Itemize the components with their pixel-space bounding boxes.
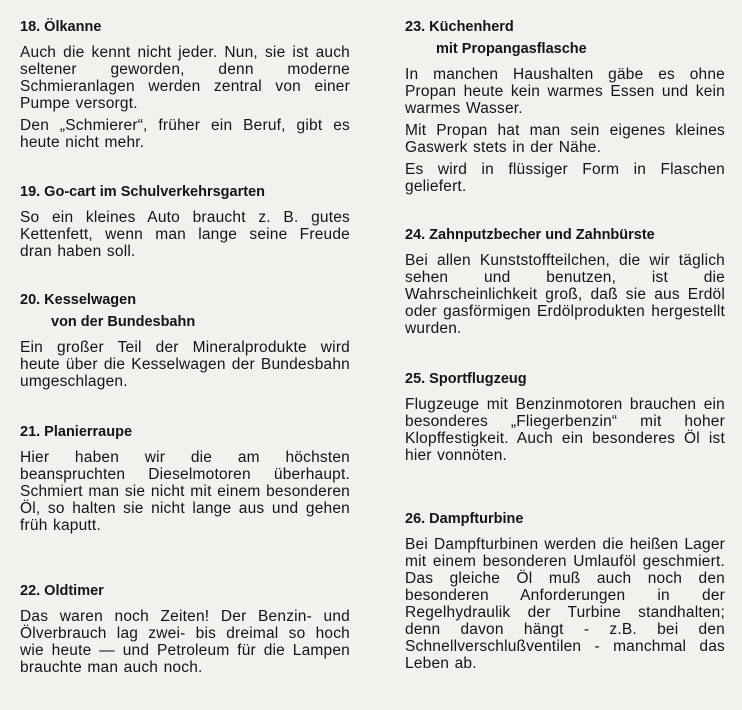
section-heading: 22. Oldtimer: [20, 583, 104, 599]
section-paragraph: Flugzeuge mit Benzinmotoren brauchen ein besonderes „Fliegerbenzin“ mit hoher Klopffestigkeit. Auch ein besonderes Öl ist hier vonnöten.: [405, 396, 725, 464]
section-heading: 24. Zahnputzbecher und Zahnbürste: [405, 227, 655, 243]
heading-line-1: 23. Küchenherd: [405, 19, 514, 35]
section-paragraph: Auch die kennt nicht jeder. Nun, sie ist auch seltener geworden, denn moderne Schmieranlagen werden zentral von einer Pumpe versorgt.: [20, 44, 350, 112]
section-20: [20, 289, 350, 395]
section-25: [405, 368, 725, 469]
section-paragraph: Bei allen Kunststoffteilchen, die wir täglich sehen und benutzen, ist die Wahrscheinlichkeit groß, daß sie aus Erdöl oder gasförmigen Erdölprodukten hergestellt wurden.: [405, 252, 725, 337]
section-paragraph: So ein kleines Auto braucht z. B. gutes Kettenfett, wenn man lange seine Freude dran haben soll.: [20, 209, 350, 260]
section-heading: [405, 16, 725, 60]
section-paragraph: In manchen Haushalten gäbe es ohne Propan heute kein warmes Essen und kein warmes Wasser.: [405, 66, 725, 117]
heading-line-2: mit Propangasflasche: [436, 41, 587, 57]
section-18: [20, 16, 350, 156]
section-heading: 26. Dampfturbine: [405, 511, 524, 527]
section-paragraph: Den „Schmierer“, früher ein Beruf, gibt es heute nicht mehr.: [20, 117, 350, 151]
section-19: [20, 181, 350, 265]
section-23: [405, 16, 725, 200]
heading-line-1: 20. Kesselwagen: [20, 292, 137, 308]
section-heading: 19. Go-cart im Schulverkehrsgarten: [20, 184, 265, 200]
section-26: [405, 508, 725, 677]
section-heading: [20, 289, 350, 333]
section-24: [405, 224, 725, 342]
section-paragraph: Ein großer Teil der Mineralprodukte wird heute über die Kesselwagen der Bundesbahn umgeschlagen.: [20, 339, 350, 390]
section-paragraph: Es wird in flüssiger Form in Flaschen geliefert.: [405, 161, 725, 195]
section-22: [20, 580, 350, 681]
section-21: [20, 421, 350, 539]
section-heading: 21. Planierraupe: [20, 424, 133, 440]
section-heading: 18. Ölkanne: [20, 19, 102, 35]
section-paragraph: Das waren noch Zeiten! Der Benzin- und Ölverbrauch lag zwei- bis dreimal so hoch wie heute — und Petroleum für die Lampen brauchte man auch noch.: [20, 608, 350, 676]
heading-line-2: von der Bundesbahn: [51, 314, 196, 330]
section-paragraph: Mit Propan hat man sein eigenes kleines Gaswerk stets in der Nähe.: [405, 122, 725, 156]
section-paragraph: Bei Dampfturbinen werden die heißen Lager mit einem besonderen Umlauföl geschmiert. Das gleiche Öl muß auch noch den besonderen Anforderungen in der Regelhydraulik der Turbine standhalten; denn davon hängt - z.B. bei den Schnellverschlußventilen - manchmal das Leben ab.: [405, 536, 725, 672]
section-paragraph: Hier haben wir die am höchsten beanspruchten Dieselmotoren überhaupt. Schmiert man sie nicht mit einem besonderen Öl, so halten sie nicht lange aus und gehen früh kaputt.: [20, 449, 350, 534]
section-heading: 25. Sportflugzeug: [405, 371, 527, 387]
